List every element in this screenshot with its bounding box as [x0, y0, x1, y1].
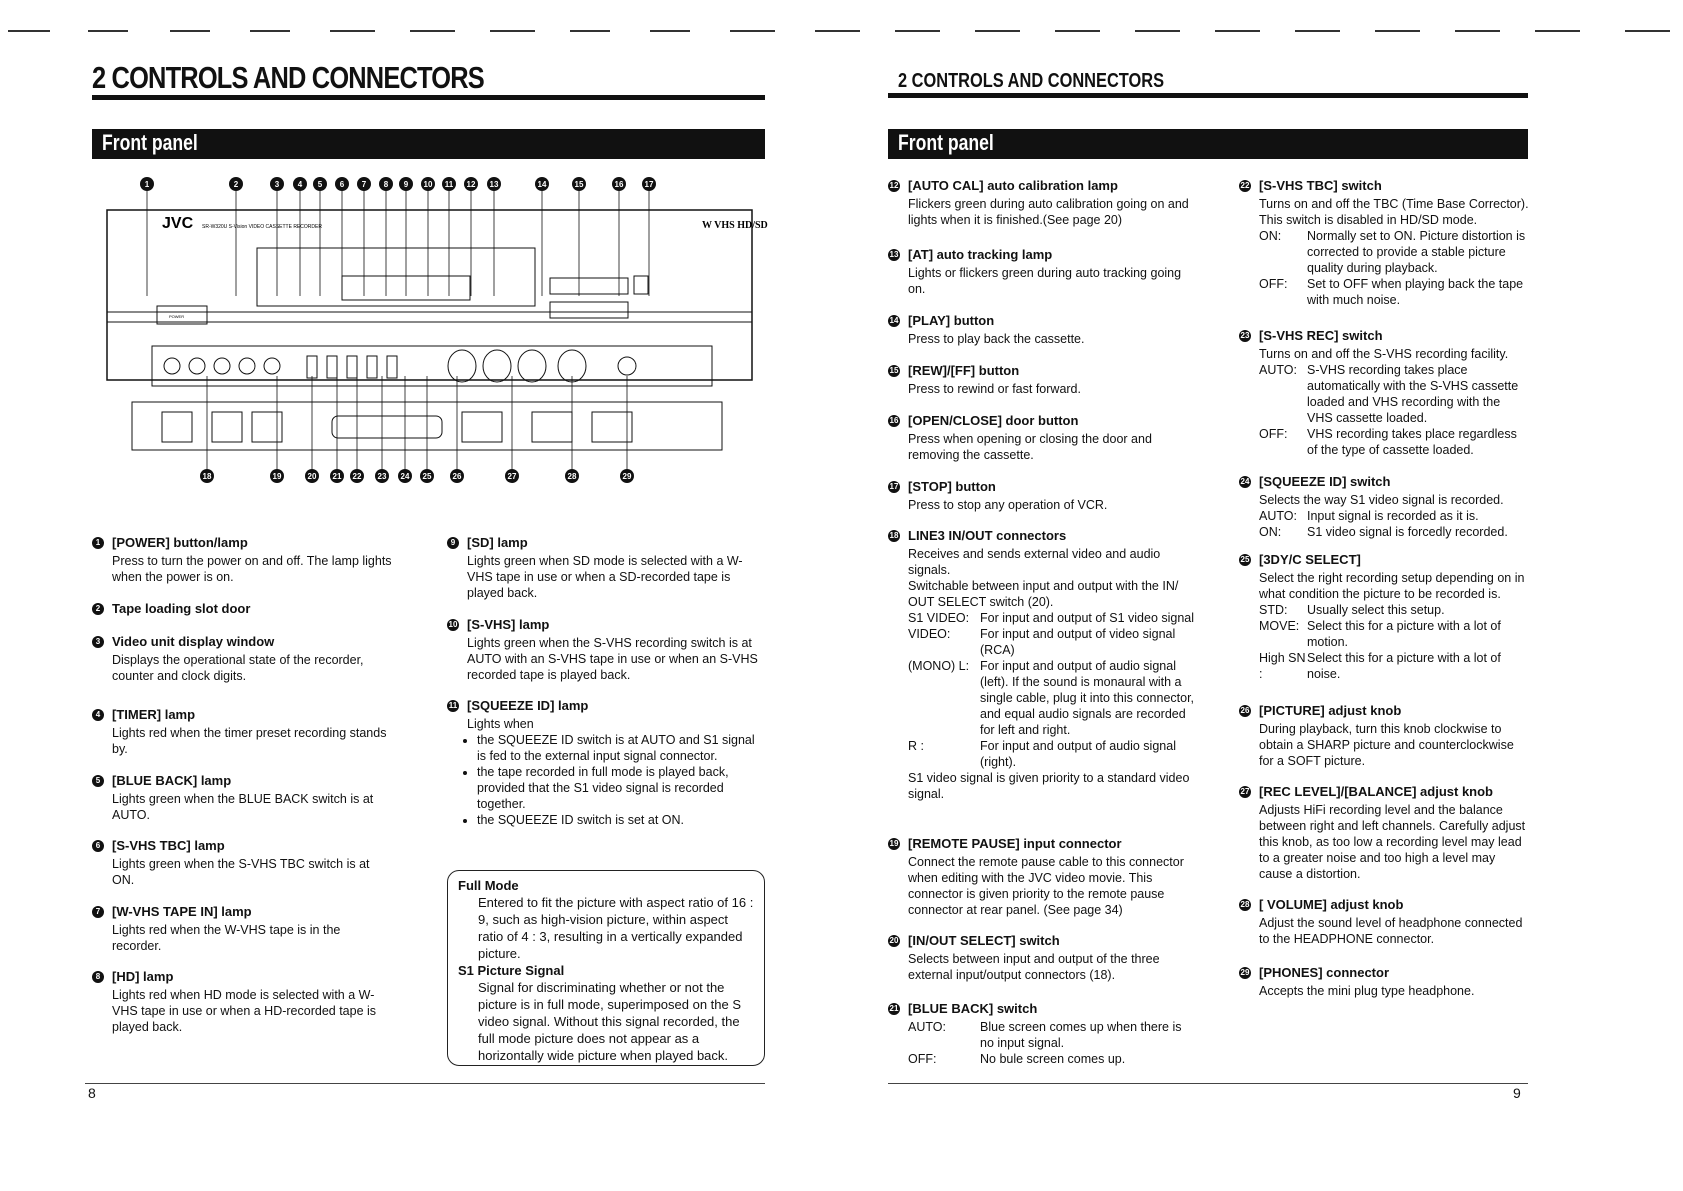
item-number-badge: 4: [92, 709, 104, 721]
item-body: Turns on and off the S-VHS recording facility.: [1259, 347, 1509, 361]
kv-key: AUTO:: [1259, 363, 1297, 377]
item-heading: [92, 707, 392, 722]
item-title: [IN/OUT SELECT] switch: [908, 933, 1060, 948]
vcr-body-upper: [107, 210, 752, 380]
item-title: [BLUE BACK] switch: [908, 1001, 1038, 1016]
kv-value: Input signal is recorded as it is.: [1307, 509, 1479, 523]
item-body: Lights green when SD mode is selected with a W-VHS tape in use or when a SD-recorded tape is played back.: [467, 554, 743, 600]
kv-key: MOVE:: [1259, 619, 1300, 633]
item-title: [PHONES] connector: [1259, 965, 1390, 980]
item-heading: [92, 634, 392, 649]
item-kv-row: [908, 658, 1198, 738]
kv-key: AUTO:: [1259, 509, 1297, 523]
callout-number: 29: [622, 472, 632, 481]
item-heading: [1239, 897, 1529, 912]
item-number-badge: 21: [889, 1003, 899, 1013]
item-number-badge: 28: [1240, 899, 1250, 909]
item-kv-row: [908, 738, 1198, 770]
item-body: Flickers green during auto calibration going on and lights when it is finished.(See page 20): [908, 197, 1189, 227]
callout-number: 24: [400, 472, 410, 481]
note-heading-full-mode: Full Mode: [458, 878, 519, 893]
kv-value: Select this for a picture with a lot of noise.: [1307, 651, 1501, 681]
left-page: [0, 0, 841, 1191]
item-body: Press when opening or closing the door and removing the cassette.: [908, 432, 1152, 462]
kv-value: Set to OFF when playing back the tape with much noise.: [1307, 277, 1524, 307]
kv-key: ON:: [1259, 229, 1282, 243]
item-body: Lights red when HD mode is selected with a W-VHS tape in use or when a HD-recorded tape is played back.: [112, 988, 377, 1034]
item-body: Press to turn the power on and off. The lamp lights when the power is on.: [112, 554, 392, 584]
section-banner: [92, 129, 765, 159]
item-body: Lights when: [467, 717, 534, 731]
wvhs-logo: W VHS HD/SD: [702, 220, 768, 231]
item-body2: Switchable between input and output with the IN/ OUT SELECT switch (20).: [908, 579, 1179, 609]
callout-number: 12: [466, 180, 476, 189]
item-body: Lights green when the S-VHS TBC switch is at ON.: [112, 857, 370, 887]
item-title: Tape loading slot door: [112, 601, 251, 616]
item-heading: [447, 535, 762, 550]
open-close-button-shape: [634, 276, 648, 294]
item-5: [92, 773, 392, 823]
item-heading: [888, 836, 1198, 851]
item-number-badge: 16: [889, 415, 899, 425]
callout-number: 1: [144, 180, 150, 189]
item-15: [888, 363, 1198, 397]
item-6: [92, 838, 392, 888]
item-number-badge: 22: [1240, 180, 1250, 190]
right-page: [841, 0, 1683, 1191]
item-heading: [92, 904, 392, 919]
item-9: [447, 535, 762, 601]
item-title: [SQUEEZE ID] lamp: [467, 698, 589, 713]
callout-number: 23: [377, 472, 387, 481]
item-heading: [888, 1001, 1198, 1016]
kv-value: Blue screen comes up when there is no input signal.: [980, 1020, 1182, 1050]
item-heading: [92, 969, 392, 984]
item-title: [S-VHS REC] switch: [1259, 328, 1383, 343]
item-number-badge: 19: [889, 838, 899, 848]
callout-number: 22: [352, 472, 362, 481]
callout-number: 25: [422, 472, 432, 481]
item-7: [92, 904, 392, 954]
item-body: Press to rewind or fast forward.: [908, 382, 1081, 396]
callout-number: 17: [644, 180, 654, 189]
item-body: Lights green when the S-VHS recording switch is at AUTO with an S-VHS tape in use or when an S-VHS recorded tape is played back.: [467, 636, 758, 682]
item-19: [888, 836, 1198, 918]
brand-label: JVC: [162, 215, 194, 232]
item-3: [92, 634, 392, 684]
kv-value: S1 video signal is forcedly recorded.: [1307, 525, 1508, 539]
item-body: Select the right recording setup depending on in what condition the picture to be recorded is.: [1259, 571, 1525, 601]
item-4: [92, 707, 392, 757]
transport-rew-ff: [550, 278, 628, 294]
item-heading: [92, 838, 392, 853]
kv-key: AUTO:: [908, 1020, 946, 1034]
item-1: [92, 535, 392, 585]
item-heading: [888, 313, 1198, 328]
item-heading: [92, 535, 392, 550]
chapter-rule-right: [888, 93, 1528, 98]
item-number-badge: 9: [447, 537, 459, 549]
item-body: During playback, turn this knob clockwise to obtain a SHARP picture and counterclockwise for a SOFT picture.: [1259, 722, 1514, 768]
item-22: [1239, 178, 1529, 308]
callout-number: 10: [423, 180, 433, 189]
callout-number: 11: [444, 180, 454, 189]
item-number-badge: 11: [448, 700, 458, 710]
item-title: [SD] lamp: [467, 535, 528, 550]
item-21: [888, 1001, 1198, 1067]
kv-key: S1 VIDEO:: [908, 611, 970, 625]
item-number-badge: 5: [92, 775, 104, 787]
section-banner-text: Front panel: [102, 130, 198, 155]
item-body: Lights green when the BLUE BACK switch is at AUTO.: [112, 792, 374, 822]
item-title: [S-VHS] lamp: [467, 617, 550, 632]
item-kv-row: [1259, 650, 1529, 682]
item-number-badge: 7: [92, 906, 104, 918]
item-body: Lights red when the timer preset recording stands by.: [112, 726, 387, 756]
item-title: [S-VHS TBC] switch: [1259, 178, 1382, 193]
callout-number: 19: [272, 472, 282, 481]
item-title: [REMOTE PAUSE] input connector: [908, 836, 1122, 851]
kv-key: VIDEO:: [908, 627, 951, 641]
item-title: [HD] lamp: [112, 969, 174, 984]
item-kv-row: [1259, 276, 1529, 308]
item-18: [888, 528, 1198, 802]
bottom-rule-right: [888, 1083, 1528, 1084]
item-number-badge: 8: [92, 971, 104, 983]
item-title: [3DY/C SELECT]: [1259, 552, 1361, 567]
item-heading: [888, 413, 1198, 428]
item-kv-row: [908, 1019, 1198, 1051]
item-title: [SQUEEZE ID] switch: [1259, 474, 1391, 489]
bottom-rule: [85, 1083, 765, 1084]
item-title: [TIMER] lamp: [112, 707, 196, 722]
item-kv-row: [1259, 602, 1529, 618]
section-banner-right: [888, 129, 1528, 159]
power-label: POWER: [169, 314, 185, 319]
note-body-full-mode: Entered to fit the picture with aspect ratio of 16 : 9, such as high-vision picture, within aspect ratio of 4 : 3, resulting in a vertically expanded picture.: [478, 895, 754, 961]
item-kv-row: [1259, 524, 1529, 540]
kv-key: OFF:: [1259, 427, 1288, 441]
note-box: [447, 870, 765, 1066]
page-number: 8: [88, 1085, 96, 1101]
item-heading: [447, 617, 762, 632]
callout-number: 9: [403, 180, 409, 189]
kv-value: No bule screen comes up.: [980, 1052, 1126, 1066]
item-kv-row: [1259, 618, 1529, 650]
item-body: Selects the way S1 video signal is recorded.: [1259, 493, 1504, 507]
item-number-badge: 10: [448, 619, 458, 629]
item-title: [AUTO CAL] auto calibration lamp: [908, 178, 1118, 193]
item-heading: [888, 479, 1198, 494]
kv-value: For input and output of S1 video signal: [980, 611, 1195, 625]
item-tail: S1 video signal is given priority to a standard video signal.: [908, 771, 1190, 801]
item-title: [REW]/[FF] button: [908, 363, 1020, 378]
item-title: [W-VHS TAPE IN] lamp: [112, 904, 252, 919]
item-heading: [888, 247, 1198, 262]
item-25: [1239, 552, 1529, 682]
item-title: Video unit display window: [112, 634, 275, 649]
kv-value: Select this for a picture with a lot of motion.: [1307, 619, 1501, 649]
callout-number: 15: [574, 180, 584, 189]
item-12: [888, 178, 1198, 228]
item-number-badge: 20: [889, 935, 899, 945]
kv-key: ON:: [1259, 525, 1282, 539]
callout-number: 28: [567, 472, 577, 481]
kv-value: For input and output of video signal (RCA): [980, 627, 1176, 657]
item-number-badge: 24: [1240, 476, 1250, 486]
kv-key: R :: [908, 739, 924, 753]
section-banner-right-text: Front panel: [898, 130, 994, 155]
item-heading: [888, 528, 1198, 543]
item-11: [447, 698, 762, 828]
item-title: [REC LEVEL]/[BALANCE] adjust knob: [1259, 784, 1493, 799]
kv-key: OFF:: [908, 1052, 937, 1066]
chapter-title: 2 CONTROLS AND CONNECTORS: [92, 60, 484, 95]
chapter-rule: [92, 95, 765, 100]
item-title: [PICTURE] adjust knob: [1259, 703, 1402, 718]
chapter-title-right: 2 CONTROLS AND CONNECTORS: [898, 70, 1165, 92]
item-28: [1239, 897, 1529, 947]
callout-number: 2: [233, 180, 239, 189]
item-number-badge: 6: [92, 840, 104, 852]
transport-play-stop: [550, 302, 628, 318]
item-heading: [447, 698, 762, 713]
item-heading: [92, 773, 392, 788]
item-number-badge: 1: [92, 537, 104, 549]
item-number-badge: 29: [1240, 967, 1250, 977]
callout-number: 3: [274, 180, 280, 189]
item-13: [888, 247, 1198, 297]
callout-number: 8: [383, 180, 389, 189]
item-number-badge: 25: [1240, 554, 1250, 564]
item-number-badge: 23: [1240, 330, 1250, 340]
item-heading: [1239, 965, 1529, 980]
item-body: Connect the remote pause cable to this connector when editing with the JVC video movie. This connector is given priority to the remote pause connector at rear panel. (See page 34): [908, 855, 1184, 917]
kv-value: S-VHS recording takes place automatically with the S-VHS cassette loaded and VHS recording with the VHS cassette loaded.: [1307, 363, 1519, 425]
item-heading: [1239, 552, 1529, 567]
item-14: [888, 313, 1198, 347]
item-23: [1239, 328, 1529, 458]
item-kv-row: [908, 626, 1198, 658]
item-title: [ VOLUME] adjust knob: [1259, 897, 1404, 912]
item-body: Turns on and off the TBC (Time Base Corrector). This switch is disabled in HD/SD mode.: [1259, 197, 1529, 227]
item-bullet: • the tape recorded in full mode is played back, provided that the S1 video signal is recorded together.: [477, 764, 762, 812]
kv-value: For input and output of audio signal (left). If the sound is monaural with a single cable, plug it into this connector, and equal audio signals are recorded for left and right.: [980, 659, 1195, 737]
item-body: Selects between input and output of the three external input/output connectors (18).: [908, 952, 1160, 982]
item-number-badge: 26: [1240, 705, 1250, 715]
item-heading: [888, 363, 1198, 378]
item-number-badge: 3: [92, 636, 104, 648]
front-panel-diagram: [102, 176, 768, 516]
callout-number: 27: [507, 472, 517, 481]
kv-key: High SN :: [1259, 651, 1306, 681]
item-number-badge: 2: [92, 603, 104, 615]
kv-value: VHS recording takes place regardless of the type of cassette loaded.: [1307, 427, 1517, 457]
page-number-right: 9: [1513, 1085, 1521, 1101]
item-2: [92, 601, 392, 619]
callout-number: 21: [332, 472, 342, 481]
item-title: [S-VHS TBC] lamp: [112, 838, 225, 853]
item-number-badge: 12: [889, 180, 899, 190]
callout-number: 7: [361, 180, 367, 189]
item-kv-row: [908, 610, 1198, 626]
model-strip-label: SR-W320U S-Vision VIDEO CASSETTE RECORDER: [202, 224, 322, 230]
callout-number: 16: [614, 180, 624, 189]
item-body: Receives and sends external video and audio signals.: [908, 547, 1161, 577]
note-body-s1: Signal for discriminating whether or not the picture is in full mode, superimposed on the S video signal. Without this signal recorded, the full mode picture does not appear as a horizontally wide picture when played back.: [478, 980, 742, 1063]
kv-key: STD:: [1259, 603, 1288, 617]
item-title: [PLAY] button: [908, 313, 995, 328]
note-heading-s1: S1 Picture Signal: [458, 963, 565, 978]
item-heading: [1239, 328, 1529, 343]
item-body: Adjusts HiFi recording level and the balance between right and left channels. Carefully adjust this knob, as too low a recording level may lead to a greater noise and too high a level may cause a distortion.: [1259, 803, 1526, 881]
item-17: [888, 479, 1198, 513]
item-heading: [888, 933, 1198, 948]
item-title: [AT] auto tracking lamp: [908, 247, 1053, 262]
item-bullets: [467, 732, 762, 828]
kv-value: For input and output of audio signal (right).: [980, 739, 1176, 769]
item-title: [POWER] button/lamp: [112, 535, 248, 550]
bottom-callouts: [200, 376, 634, 483]
item-heading: [1239, 474, 1529, 489]
item-body: Press to stop any operation of VCR.: [908, 498, 1108, 512]
callout-number: 14: [537, 180, 547, 189]
item-number-badge: 17: [889, 481, 899, 491]
item-bullet: • the SQUEEZE ID switch is set at ON.: [477, 812, 762, 828]
item-number-badge: 14: [889, 315, 899, 325]
item-title: [STOP] button: [908, 479, 996, 494]
item-8: [92, 969, 392, 1035]
item-heading: [1239, 784, 1529, 799]
item-24: [1239, 474, 1529, 540]
item-title: [BLUE BACK] lamp: [112, 773, 232, 788]
item-number-badge: 27: [1240, 786, 1250, 796]
item-20: [888, 933, 1198, 983]
item-kv-row: [1259, 426, 1529, 458]
item-bullet: • the SQUEEZE ID switch is at AUTO and S1 signal is fed to the external input signal connector.: [477, 732, 762, 764]
item-kv-row: [1259, 362, 1529, 426]
tape-door-outline: [257, 248, 535, 306]
item-heading: [1239, 703, 1529, 718]
kv-key: OFF:: [1259, 277, 1288, 291]
callout-number: 20: [307, 472, 317, 481]
item-body: Accepts the mini plug type headphone.: [1259, 984, 1475, 998]
item-title: LINE3 IN/OUT connectors: [908, 528, 1067, 543]
item-26: [1239, 703, 1529, 769]
item-body: Lights red when the W-VHS tape is in the recorder.: [112, 923, 341, 953]
callout-number: 26: [452, 472, 462, 481]
kv-value: Normally set to ON. Picture distortion is corrected to provide a stable picture quality during playback.: [1307, 229, 1526, 275]
item-number-badge: 18: [889, 530, 899, 540]
callout-number: 13: [489, 180, 499, 189]
item-body: Adjust the sound level of headphone connected to the HEADPHONE connector.: [1259, 916, 1523, 946]
callout-number: 4: [297, 180, 303, 189]
item-heading: [92, 601, 392, 616]
item-heading: [1239, 178, 1529, 193]
item-kv-row: [908, 1051, 1198, 1067]
item-body: Lights or flickers green during auto tracking going on.: [908, 266, 1182, 296]
item-title: [OPEN/CLOSE] door button: [908, 413, 1079, 428]
item-body: Displays the operational state of the recorder, counter and clock digits.: [112, 653, 364, 683]
callout-number: 6: [339, 180, 345, 189]
item-10: [447, 617, 762, 683]
item-27: [1239, 784, 1529, 882]
callout-number: 18: [202, 472, 212, 481]
item-number-badge: 13: [889, 249, 899, 259]
item-kv-row: [1259, 508, 1529, 524]
item-body: Press to play back the cassette.: [908, 332, 1085, 346]
item-29: [1239, 965, 1529, 999]
kv-value: Usually select this setup.: [1307, 603, 1445, 617]
item-16: [888, 413, 1198, 463]
kv-key: (MONO) L:: [908, 659, 970, 673]
item-number-badge: 15: [889, 365, 899, 375]
callout-number: 5: [317, 180, 323, 189]
item-kv-row: [1259, 228, 1529, 276]
item-heading: [888, 178, 1198, 193]
